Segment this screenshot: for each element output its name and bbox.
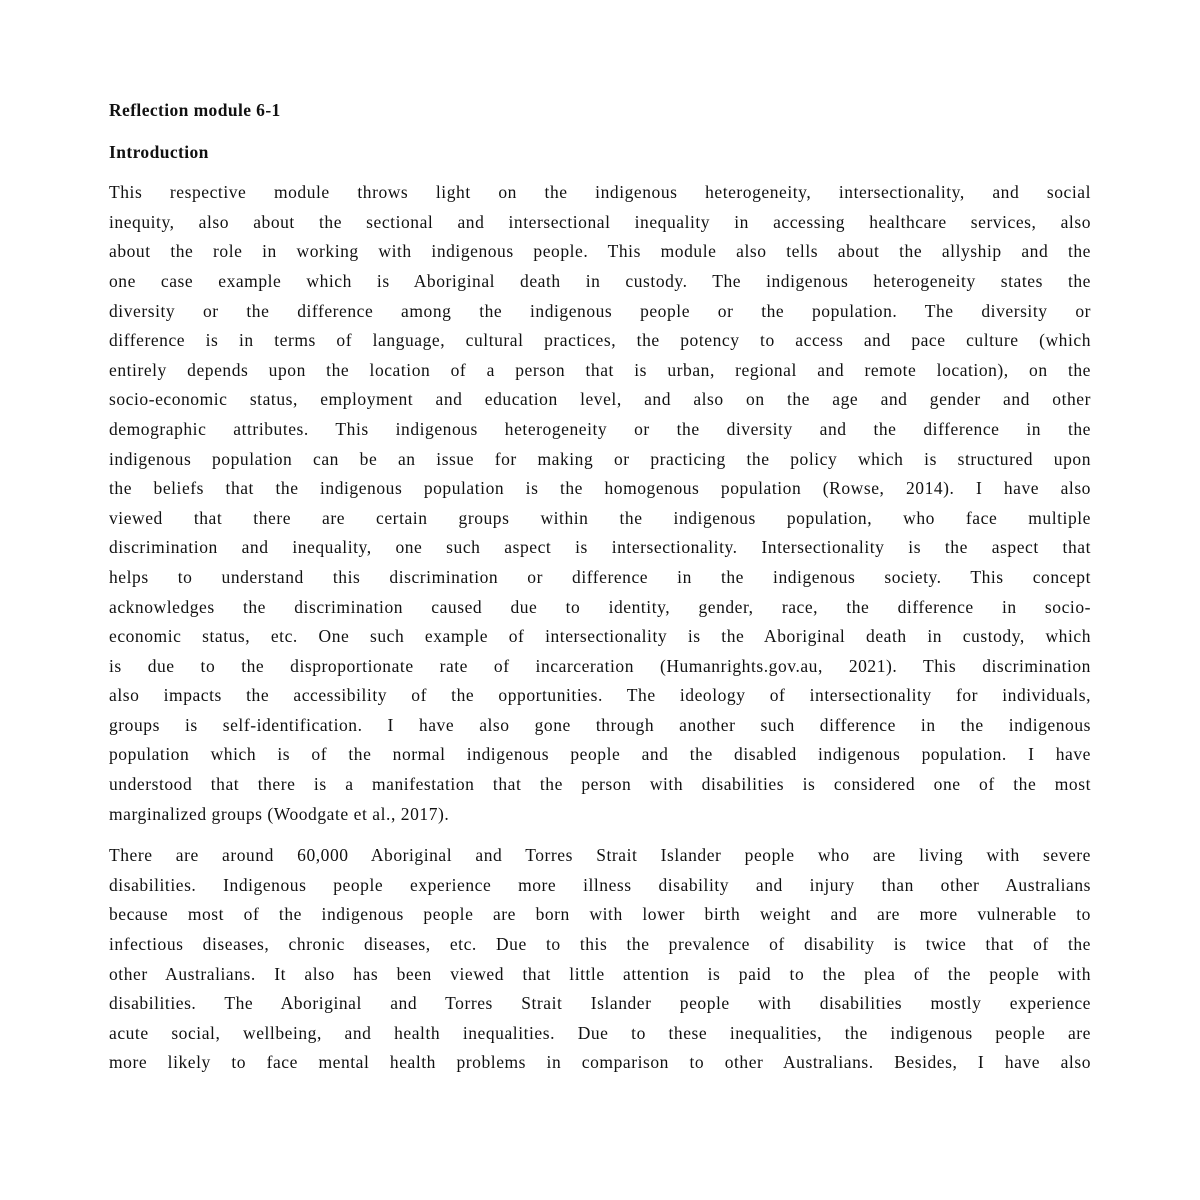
paragraph-line: viewed that there are certain groups within the indigenous population, who face multiple — [109, 507, 1091, 528]
paragraph-line: inequity, also about the sectional and intersectional inequality in accessing healthcare services, also — [109, 211, 1091, 232]
paragraph-line: difference is in terms of language, cultural practices, the potency to access and pace culture (which — [109, 330, 1091, 351]
paragraph-line: entirely depends upon the location of a person that is urban, regional and remote location), on the — [109, 359, 1091, 380]
paragraph-line: diversity or the difference among the indigenous people or the population. The diversity or — [109, 300, 1091, 321]
paragraph-line: groups is self-identification. I have also gone through another such difference in the indigenous — [109, 714, 1091, 735]
body-paragraph-1 — [109, 178, 1091, 829]
paragraph-line: disabilities. The Aboriginal and Torres Strait Islander people with disabilities mostly experience — [109, 993, 1091, 1014]
paragraph-line: understood that there is a manifestation that the person with disabilities is considered one of the most — [109, 774, 1091, 795]
paragraph-line: disabilities. Indigenous people experience more illness disability and injury than other Australians — [109, 874, 1091, 895]
paragraph-line: is due to the disproportionate rate of incarceration (Humanrights.gov.au, 2021). This discrimination — [109, 655, 1091, 676]
document-page — [109, 96, 1091, 1078]
paragraph-line: also impacts the accessibility of the opportunities. The ideology of intersectionality for individuals, — [109, 685, 1091, 706]
paragraph-line: helps to understand this discrimination or difference in the indigenous society. This concept — [109, 566, 1091, 587]
paragraph-line: the beliefs that the indigenous population is the homogenous population (Rowse, 2014). I have also — [109, 478, 1091, 499]
paragraph-line: about the role in working with indigenous people. This module also tells about the allyship and the — [109, 241, 1091, 262]
paragraph-line: This respective module throws light on the indigenous heterogeneity, intersectionality, and social — [109, 182, 1091, 203]
paragraph-line: other Australians. It also has been viewed that little attention is paid to the plea of the people with — [109, 963, 1091, 984]
body-paragraph-2 — [109, 841, 1091, 1078]
paragraph-line: population which is of the normal indigenous people and the disabled indigenous population. I have — [109, 744, 1091, 765]
document-title: Reflection module 6-1 — [109, 100, 281, 120]
paragraph-line: because most of the indigenous people are born with lower birth weight and are more vulnerable to — [109, 904, 1091, 925]
paragraph-line: infectious diseases, chronic diseases, etc. Due to this the prevalence of disability is twice that of the — [109, 934, 1091, 955]
paragraph-line: socio-economic status, employment and education level, and also on the age and gender and other — [109, 389, 1091, 410]
section-heading-introduction: Introduction — [109, 141, 209, 162]
paragraph-line: discrimination and inequality, one such aspect is intersectionality. Intersectionality is the aspect that — [109, 537, 1091, 558]
paragraph-line: economic status, etc. One such example of intersectionality is the Aboriginal death in custody, which — [109, 626, 1091, 647]
paragraph-line: acknowledges the discrimination caused due to identity, gender, race, the difference in socio- — [109, 596, 1091, 617]
paragraph-line: There are around 60,000 Aboriginal and Torres Strait Islander people who are living with severe — [109, 845, 1091, 866]
paragraph-line: indigenous population can be an issue for making or practicing the policy which is structured upon — [109, 448, 1091, 469]
paragraph-line: acute social, wellbeing, and health inequalities. Due to these inequalities, the indigenous people are — [109, 1022, 1091, 1043]
paragraph-line: more likely to face mental health problems in comparison to other Australians. Besides, I have also — [109, 1052, 1091, 1073]
paragraph-line: demographic attributes. This indigenous heterogeneity or the diversity and the difference in the — [109, 418, 1091, 439]
paragraph-line: marginalized groups (Woodgate et al., 2017). — [109, 803, 450, 824]
paragraph-line: one case example which is Aboriginal death in custody. The indigenous heterogeneity states the — [109, 270, 1091, 291]
